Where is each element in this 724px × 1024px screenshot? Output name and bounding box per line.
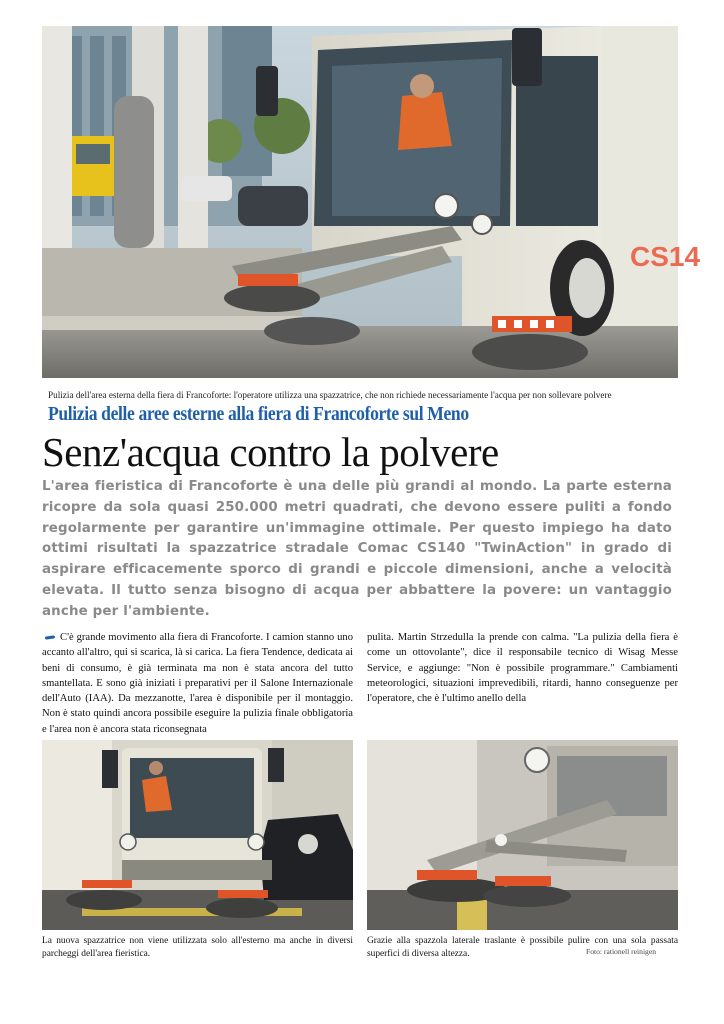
sweeper-in-parking-garage-image [42,740,353,930]
vehicle-brand-mark: CS14 [630,241,701,272]
article-kicker: Pulizia delle aree esterne alla fiera di Francoforte sul Meno [48,404,469,425]
side-brush-closeup-image [367,740,678,930]
photo-caption-left: La nuova spazzatrice non viene utilizzata solo all'esterno ma anche in diversi parcheggi dell'area fieristica. [42,936,353,959]
street-sweeper-outdoor-image [42,26,701,378]
photo-caption-right: Grazie alla spazzola laterale traslante è possibile pulire con una sola passata superfici di diversa altezza. [367,936,678,959]
article-lead: L'area fieristica di Francoforte è una delle più grandi al mondo. La parte esterna ricopre da sola quasi 250.000 metri quadrati, che devono essere puliti a fondo regolarmente per garantire un'immagine ottimale. Per questo impiego ha dato ottimi risultati la spazzatrice stradale Comac CS140 "TwinAction" in grado di aspirare efficacemente sporco di grandi e piccole dimensioni, anche a velocità elevata. Il tutto senza bisogno di acqua per abbattere la povere: un vantaggio anche per l'ambiente. [42,479,672,619]
body-column-right [367,630,678,706]
photo-credit: Foto: rationell reinigen [586,947,657,956]
body-column-left [42,630,353,737]
hero-caption: Pulizia dell'area esterna della fiera di Francoforte: l'operatore utilizza una spazzatrice, che non richiede necessariamente l'acqua per non sollevare polvere [48,390,612,400]
body-text-left: C'è grande movimento alla fiera di Francoforte. I camion stanno uno accanto all'altro, qui si scarica, là si carica. La fiera Tendence, dedicata ai beni di consumo, è già terminata ma non è stata ancora del tutto smantellata. E sono già iniziati i preparativi per il Salone Internazionale dell'Auto (IAA). Da mezzanotte, l'area è disponibile per il montaggio. Non è stato quindi ancora possibile eseguire la pulizia finale obbligatoria e l'area non è ancora stata riconsegnata [42,632,353,735]
paragraph-bullet-icon [45,635,55,639]
side-brush-photo [367,740,678,930]
garage-sweeper-photo [42,740,353,930]
body-text-right: pulita. Martin Strzedulla la prende con calma. "La pulizia della fiera è come un ottovolante", dice il responsabile tecnico di Wisag Messe Service, e aggiunge: "Non è possibile programmare." Cambiamenti meteorologici, situazioni imprevedibili, ritardi, hanno conseguenze per l'operatore, che è l'ultimo anello della [367,632,678,705]
article-headline: Senz'acqua contro la polvere [42,429,499,475]
hero-photo [42,26,701,378]
